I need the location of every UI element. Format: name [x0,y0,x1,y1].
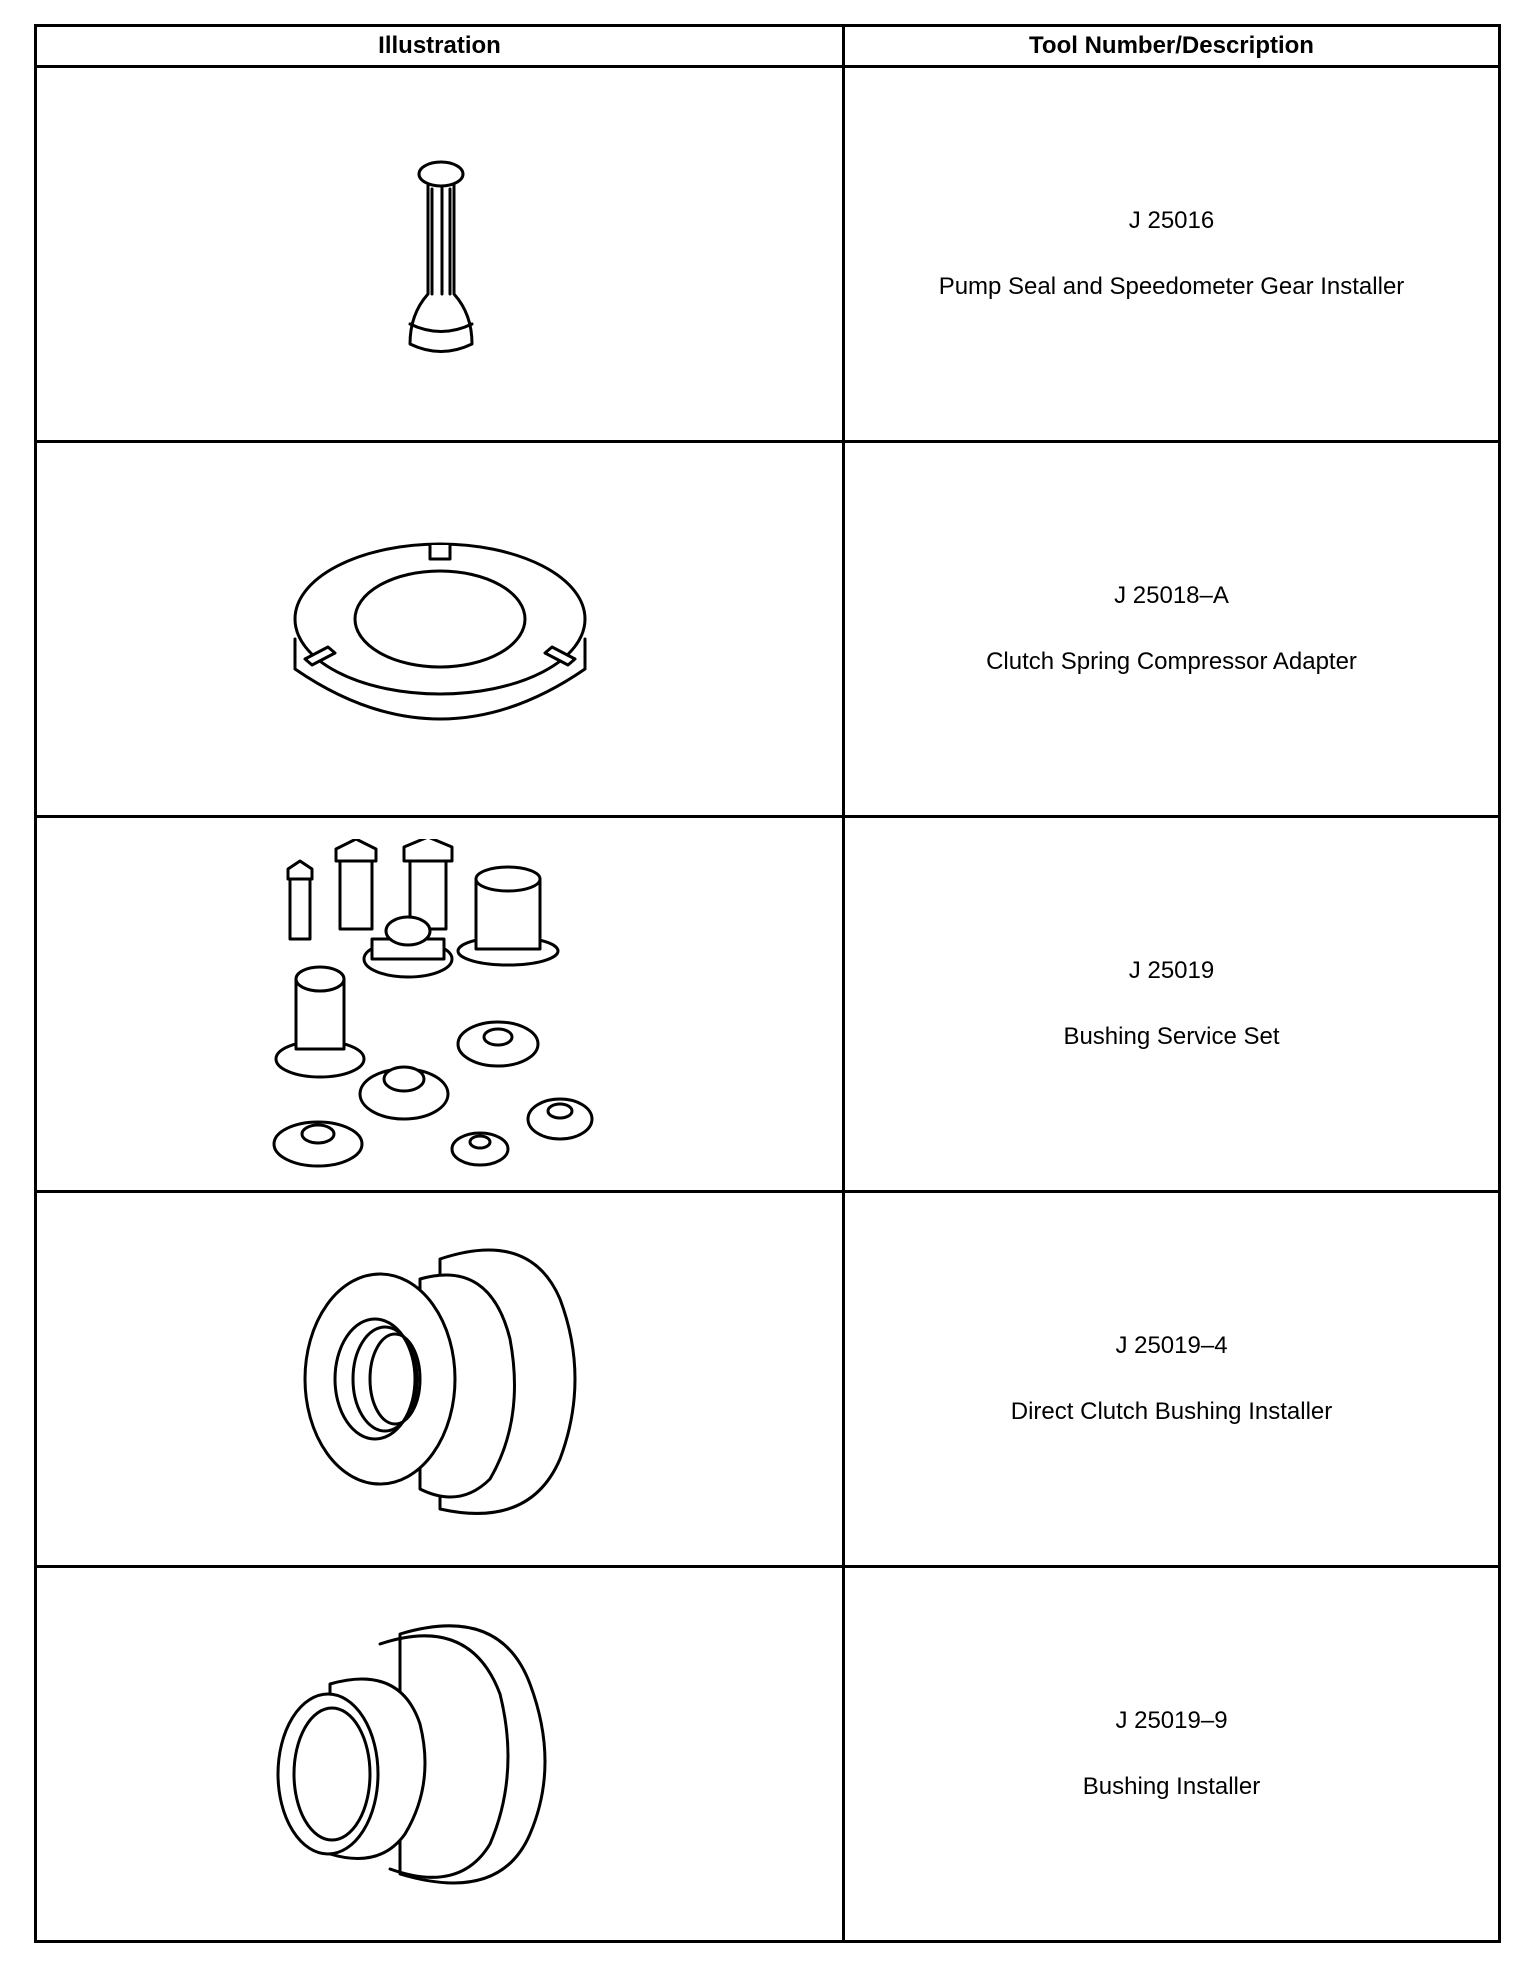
illustration-cell [36,67,844,442]
seal-installer-icon [370,144,510,364]
bushing-installer-icon [270,1614,610,1894]
description-cell [844,1192,1500,1567]
illustration-cell [36,1567,844,1942]
table-row [36,442,1500,817]
bushing-set-icon [270,839,610,1169]
header-illustration: Illustration [36,26,844,67]
tool-number: J 25016 [1128,207,1215,234]
description-cell [844,817,1500,1192]
clutch-bushing-installer-icon [290,1239,590,1519]
description-cell [844,1567,1500,1942]
compressor-adapter-icon [280,519,600,739]
tool-description: Bushing Service Set [1063,1023,1280,1050]
header-tool-description: Tool Number/Description [844,26,1500,67]
description-cell [844,442,1500,817]
table-row [36,67,1500,442]
tool-number: J 25018–A [1114,582,1229,609]
tool-description: Pump Seal and Speedometer Gear Installer [938,273,1405,300]
table-row [36,1567,1500,1942]
tool-number: J 25019–4 [1115,1332,1228,1359]
illustration-cell [36,442,844,817]
tool-number: J 25019–9 [1115,1707,1228,1734]
table-header-row [36,26,1500,67]
tool-description: Bushing Installer [1082,1773,1261,1800]
description-cell [844,67,1500,442]
illustration-cell [36,1192,844,1567]
tool-number: J 25019 [1128,957,1215,984]
tool-table [34,24,1501,1943]
table-row [36,1192,1500,1567]
table-row [36,817,1500,1192]
illustration-cell [36,817,844,1192]
tool-description: Direct Clutch Bushing Installer [1010,1398,1333,1425]
tool-description: Clutch Spring Compressor Adapter [986,648,1357,675]
